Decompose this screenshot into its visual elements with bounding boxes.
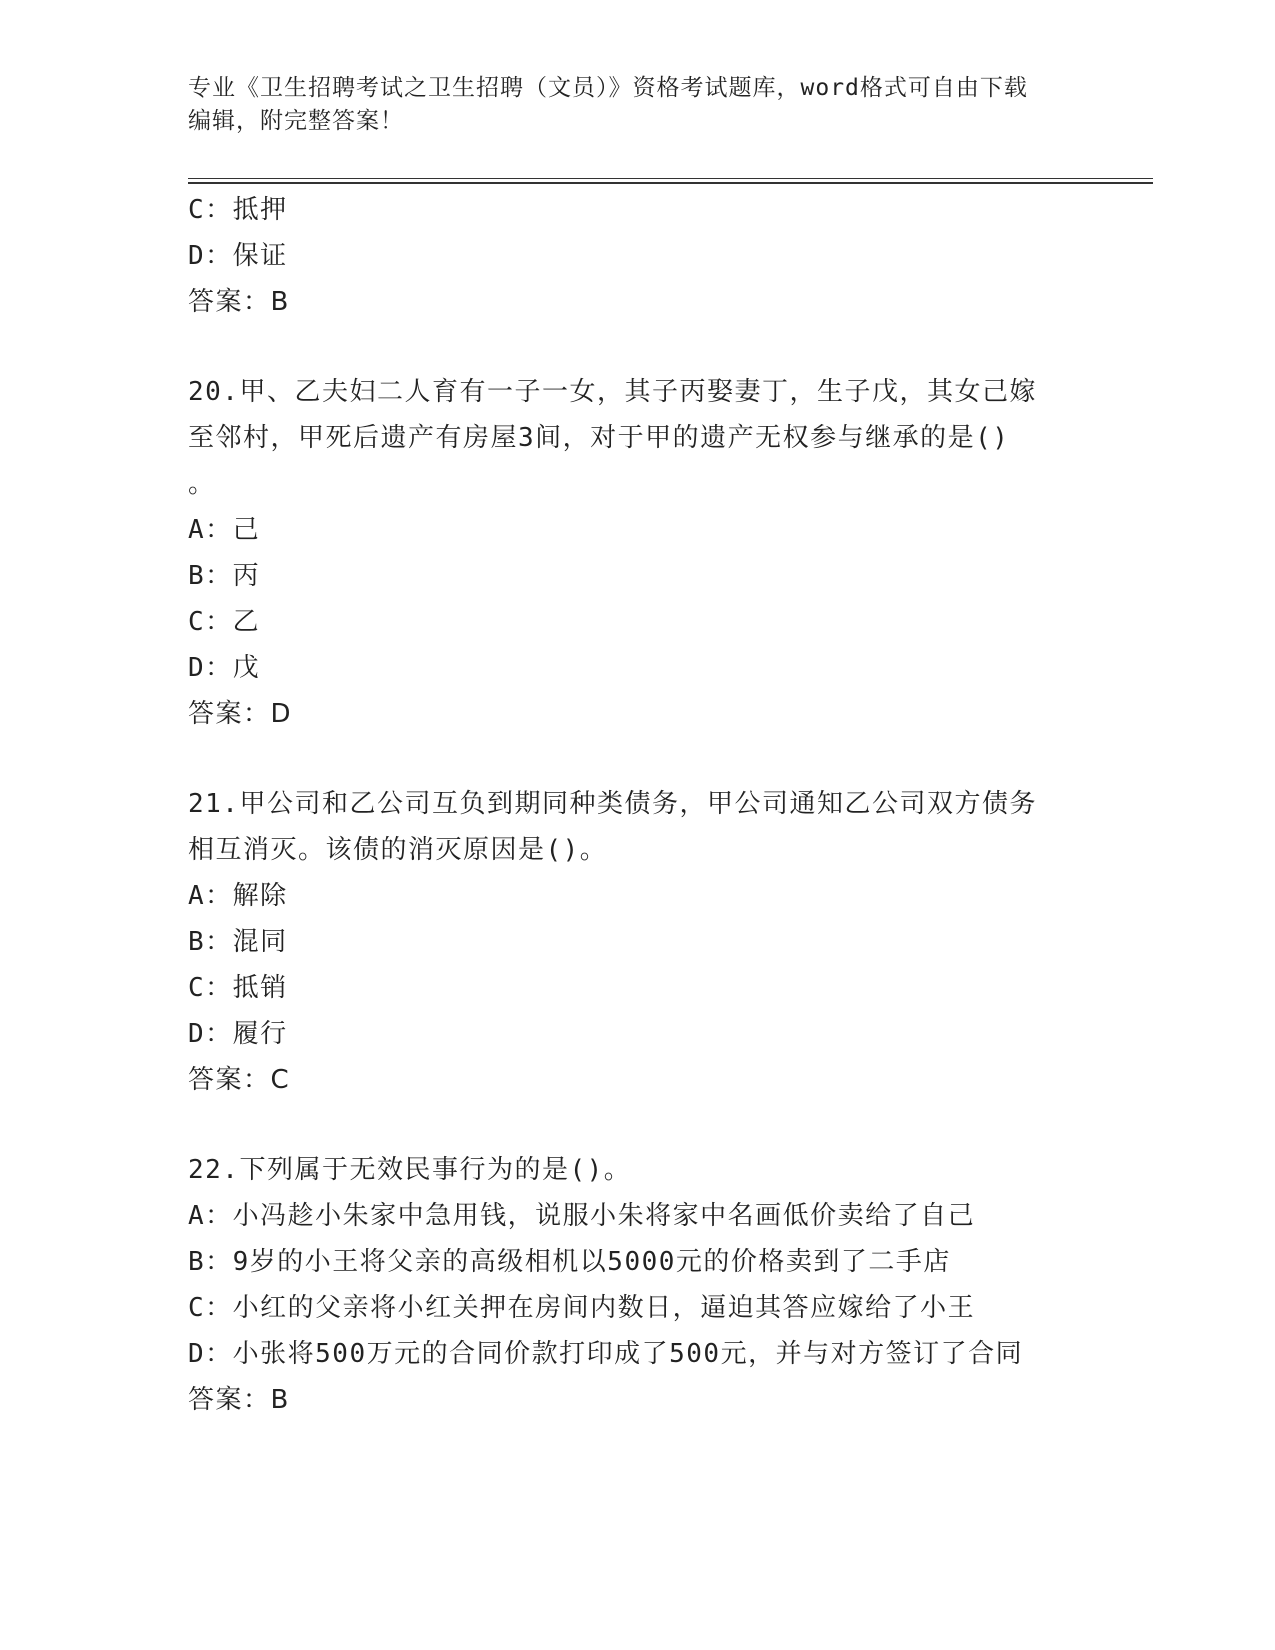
question-20 [188, 369, 1088, 737]
option-b: B：混同 [188, 927, 288, 957]
question-stem: 。 [188, 469, 216, 499]
option-a: A：己 [188, 515, 261, 545]
spacer [188, 1103, 1088, 1147]
question-list [188, 187, 1088, 1423]
question-stem: 21.甲公司和乙公司互负到期同种类债务，甲公司通知乙公司双方债务 [188, 789, 1037, 819]
option-d: D：戊 [188, 653, 261, 683]
option-d: D：履行 [188, 1019, 288, 1049]
option-b: B：丙 [188, 561, 261, 591]
answer-line: 答案：C [188, 1065, 291, 1095]
header-line-1: 专业《卫生招聘考试之卫生招聘（文员）》资格考试题库，word格式可自由下载 [188, 75, 1028, 101]
option-c: C：乙 [188, 607, 261, 637]
option-b: B：9岁的小王将父亲的高级相机以5000元的价格卖到了二手店 [188, 1247, 951, 1277]
question-21 [188, 781, 1088, 1103]
question-stem: 相互消灭。该债的消灭原因是()。 [188, 835, 608, 865]
header-line-2: 编辑，附完整答案！ [188, 108, 404, 134]
spacer [188, 737, 1088, 781]
option-a: A：小冯趁小朱家中急用钱，说服小朱将家中名画低价卖给了自己 [188, 1201, 976, 1231]
option-a: A：解除 [188, 881, 288, 911]
question-stem: 22.下列属于无效民事行为的是()。 [188, 1155, 632, 1185]
question-19-tail [188, 187, 1088, 325]
question-stem: 至邻村，甲死后遗产有房屋3间，对于甲的遗产无权参与继承的是() [188, 423, 1010, 453]
option-d: D：保证 [188, 241, 288, 271]
header-divider [188, 178, 1153, 184]
option-c: C：抵销 [188, 973, 288, 1003]
option-d: D：小张将500万元的合同价款打印成了500元，并与对方签订了合同 [188, 1339, 1024, 1369]
spacer [188, 325, 1088, 369]
question-stem: 20.甲、乙夫妇二人育有一子一女，其子丙娶妻丁，生子戊，其女己嫁 [188, 377, 1037, 407]
option-c: C：小红的父亲将小红关押在房间内数日，逼迫其答应嫁给了小王 [188, 1293, 976, 1323]
answer-line: 答案：D [188, 699, 293, 729]
page-header [188, 72, 1088, 138]
answer-line: 答案：B [188, 1385, 290, 1415]
answer-line: 答案：B [188, 287, 290, 317]
option-c: C：抵押 [188, 195, 288, 225]
question-22 [188, 1147, 1088, 1423]
